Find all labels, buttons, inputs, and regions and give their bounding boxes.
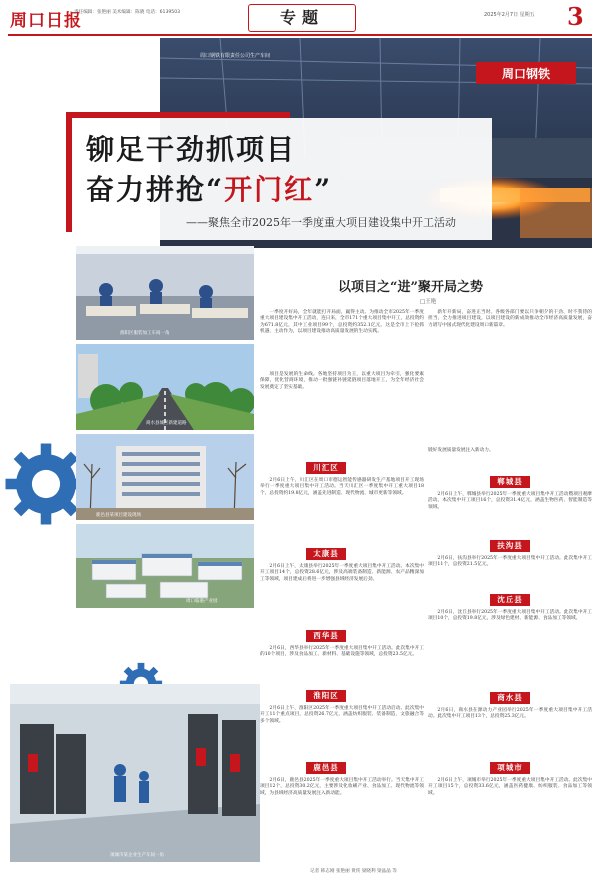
region-heading: 淮阳区 — [306, 690, 346, 702]
article-continuation: 锻好发展质量发展注入新动力。 — [428, 448, 494, 453]
steel-sign: 周口钢铁 — [501, 67, 551, 81]
intro-paragraph-3: 新年开新局，奋进正当时。各级各部门要以只争朝夕的干劲、时不我待的担当，全力推进项目建设，以项目建设的新成效推动全市经济高质量发展，奋力谱写中国式现代化建设周口新篇章。 — [428, 310, 592, 328]
photo-caption: 鹿邑县某项目建设现场 — [96, 513, 141, 518]
region-heading: 西华县 — [306, 630, 346, 642]
photo-caption: 淮阳区服装加工车间一角 — [120, 331, 170, 336]
section-title: 专题 — [248, 4, 356, 32]
headline2-suffix: ” — [314, 173, 333, 206]
region-heading: 项城市 — [490, 762, 530, 774]
photo-industrial-park — [76, 524, 254, 608]
headline2-prefix: 奋力拼抢“ — [86, 173, 225, 206]
sub-headline: ——聚焦全市2025年一季度重大项目建设集中开工活动 — [186, 216, 456, 229]
building-illustration — [76, 434, 254, 520]
article-title: 以项目之“进”聚开局之势 — [338, 280, 483, 295]
photo-caption: 周口临港产业园 — [186, 599, 218, 604]
region-text: 2月6日，商水县在源动力产业园举行2025年一季度重大项目集中开工活动。此次集中开工项目13个，总投资25.3亿元。 — [428, 708, 592, 720]
page-number: 3 — [567, 2, 584, 31]
region-text: 2月6日上午，项城市举行2025年一季度重大项目集中开工活动。此次集中开工项目15个，总投资33.6亿元，涵盖医药健康、纺织服装、食品加工等领域。 — [428, 778, 592, 796]
photo-office-building — [76, 434, 254, 520]
region-text: 2月6日上午，郸城县举行2025年一季度重大项目集中开工活动暨项目观摩活动。本次集中开工项目16个，总投资31.4亿元，涵盖生物医药、智能制造等领域。 — [428, 492, 592, 510]
park-illustration — [76, 524, 254, 608]
region-heading: 沈丘县 — [490, 594, 530, 606]
region-heading: 川汇区 — [306, 462, 346, 474]
main-headline-line2 — [86, 168, 332, 208]
editor-line: 责任编辑：张艳丽 美术编辑：陈晓 电话：6139503 — [74, 10, 181, 15]
issue-date: 2025年2月7日 星期五 — [484, 12, 535, 18]
region-heading: 太康县 — [306, 548, 346, 560]
article-byline: □王艳 — [420, 299, 437, 305]
workshop-illustration — [76, 246, 254, 340]
region-heading: 商水县 — [490, 692, 530, 704]
hero-caption: 周口钢铁有限责任公司生产车间 — [200, 53, 271, 59]
intro-paragraph-2: 项目是发展的生命线。各地坚持项目为王，以重大项目为牵引，强化要素保障，优化营商环境，推动一批强链补链延链项目落地开工，为全年经济社会发展奠定了坚实基础。 — [260, 372, 424, 390]
intro-paragraph-1: 一季度开好局，全年就能打开局面，赢得主动。为推动全市2025年一季度重大项目建设集中开工活动，连日来，全市171个重大项目集中开工，总投资约为671.8亿元，其中工业项目99个，总投资约352.1亿元。这是全市上下抢抓机遇、主动作为，以项目建设推动高质量发展的生动实践。 — [260, 310, 424, 335]
photo-city-road — [76, 344, 254, 430]
region-heading: 郸城县 — [490, 476, 530, 488]
region-text: 2月6日上午，太康县举行2025年一季度重大项目集中开工活动。本次集中开工项目14个，总投资28.6亿元，涉及高端装备制造、新能源、农产品精深加工等领域，项目建成后将进一步增强县域经济发展后劲。 — [260, 564, 424, 582]
photo-garment-workshop — [76, 246, 254, 340]
region-heading: 扶沟县 — [490, 540, 530, 552]
region-text: 2月6日，西华县举行2025年一季度重大项目集中开工活动。此次集中开工的10个项目，涉及食品加工、新材料、基础设施等领域，总投资23.5亿元。 — [260, 646, 424, 658]
reporter-credits: 记者 韩志刚 张艳丽 黄侠 梁晓利 梁晶晶 等 — [310, 869, 397, 874]
region-text: 2月6日，扶沟县举行2025年一季度重大项目集中开工活动。此次集中开工项目11个，总投资21.5亿元。 — [428, 556, 592, 568]
region-heading: 鹿邑县 — [306, 762, 346, 774]
newspaper-logo: 周口日报 — [10, 11, 82, 31]
editor-info — [74, 9, 180, 16]
photo-factory-floor — [10, 684, 260, 862]
masthead-divider — [8, 34, 592, 36]
region-text: 2月6日上午，淮阳区2025年一季度重大项目集中开工活动启动。此次集中开工11个重点项目，总投资26.7亿元，涵盖纺织服装、装备制造、文旅融合等多个领域。 — [260, 706, 424, 724]
road-illustration — [76, 344, 254, 430]
photo-caption: 商水县城区新建道路 — [146, 421, 187, 426]
headline2-highlight: 开门红 — [224, 173, 315, 206]
factory-illustration — [10, 684, 260, 862]
region-text: 2月6日上午，川汇区在周口市德运智能传感器研发生产基地项目开工现场举行一季度重大项目集中开工活动。当天川汇区一季度集中开工重大项目18个，总投资约19.8亿元，涵盖先进制造、现代物流、城市更新等领域。 — [260, 478, 424, 496]
region-text: 2月6日，鹿邑县2025年一季度重大项目集中开工活动举行。当天集中开工项目12个，总投资30.2亿元，主要涉及化妆刷产业、食品加工、现代物流等领域，为县域经济高质量发展注入新动能。 — [260, 778, 424, 796]
photo-caption: 项城市某企业生产车间一角 — [110, 853, 164, 858]
region-text: 2月6日，沈丘县举行2025年一季度重大项目集中开工活动。此次集中开工项目10个，总投资19.8亿元，涉及绿色建材、新能源、食品加工等领域。 — [428, 610, 592, 622]
main-headline-line1: 铆足干劲抓项目 — [86, 133, 297, 166]
